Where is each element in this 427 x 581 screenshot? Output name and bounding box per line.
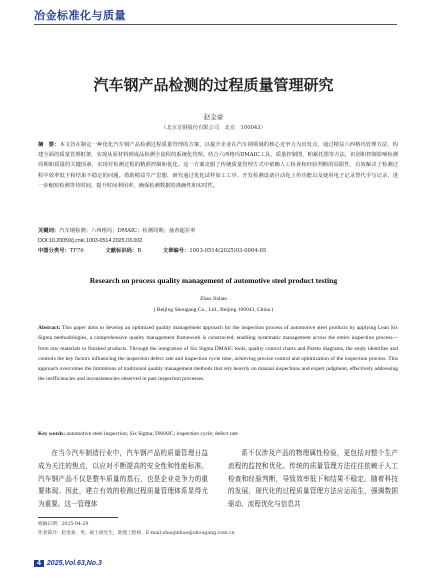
english-keywords-label: Key words: [38,431,66,437]
chinese-affiliation: （北京首钢股份有限公司 北京 100043） [161,125,266,131]
body-column-right: 系不仅涉及产品的物理属性检验，更包括对整个生产流程的监控和优化。传统的质量管理方法往往依赖于人工检查和经验判断，导致效率低下和结果不稳定。随着科技的发展，现代化的过程质量管理方法应运而生，强调数据驱动、流程优化与信息共 [228,449,398,509]
doc-code: 文献标识码：B [105,248,142,254]
abstract-label: 摘 要： [38,142,60,148]
english-keywords [38,429,398,439]
classification-row [38,246,398,256]
clc: 中图分类号：TF76 [38,248,84,254]
chinese-abstract [38,140,398,191]
page-footer [34,560,102,572]
issue-info: 2025,Vol.63,No.3 [46,560,102,567]
page-number: 4 [34,560,44,567]
footnote-author-info: 作者简介：赵金豪，男，硕士研究生，助理工程师。E-mail:zhaojinhao@shougang.com.cn [38,531,235,536]
english-abstract-label: Abstract: [38,325,61,331]
english-abstract-text: This paper aims to develop an optimized quality management approach for the inspection process of automotive steel products by applying Lean Six Sigma methodologies, a comprehensive quality management framework is constructed, enabling systematic management across the entire inspection process—from raw materials to finished products. Through the integration of Six Sigma DMAIC tools, quality control charts and Pareto diagrams, the study identifies and controls the key factors influencing the inspection defect rate and inspection cycle time, achieving precise control and optimization of the inspection process. This approach overcomes the limitations of traditional quality management methods that rely heavily on manual inspections and expert judgment, effectively addressing the inefficiencies and inconsistencies observed in past inspection processes. [38,325,398,383]
article-id: 文章编号：1003-0514(2025)03-0004-05 [162,248,267,254]
body-column-left: 在当今汽车制造行业中，汽车钢产品的质量管理日益成为关注的焦点，以应对不断提高的安全性和性能标准。汽车钢产品不仅是整车质量的基石，也是企业竞争力的重要体现。因此，建立有效的检测过程质量管理体系显得尤为重要。这一管理体 [38,449,208,509]
doi[interactable]: DOI:10.20059/j.cnki.1003-0514.2025.03.002 [38,238,143,244]
footnote-rule [38,517,118,518]
keywords-label: 关键词： [38,228,60,234]
header-rule [34,24,397,25]
journal-header [0,0,427,26]
keywords-text: 汽车钢检测；六西格玛；DMAIC；检测周期；抽查超差率 [59,228,196,234]
chinese-keywords [38,226,398,236]
english-keywords-text: automotive steel inspection; Six Sigma; DMAIC; inspection cycle; defect rate [66,431,238,437]
english-affiliation: ( Beijing Shougang Co., Ltd., Beijing 100043, China ) [153,307,274,313]
english-title: Research on process quality management of automotive steel product testing [89,276,338,285]
footnote-received: 收稿日期：2025-04-29 [38,522,89,527]
english-abstract [38,323,398,385]
journal-name: 冶金标准化与质量 [34,10,126,22]
chinese-title: 汽车钢产品检测的过程质量管理研究 [93,76,334,94]
english-author: Zhao Jinhao [199,296,228,302]
abstract-text: 本文旨在制定一种优化汽车钢产品检测过程质量管理的方案，以提升企业在汽车钢领域的核心竞争力为出发点，通过精益六西格玛管理方法，构建全面的质量管理框架，实现从原材料到成品检测全流程的系统化管理。结合六西格玛DMAIC工具，质量控制图，帕累托图等方法，识别和控制影响检测周期和质量的关键因素，实现对检测过程的精准控制和优化。这一方案克服了传统质量管理方式中依赖人工检查和经验判断的局限性，有效解决了检测过程中效率低下和结果不稳定的问题。借助精益生产思想，研究通过优化试样加工工序、开发检测设备自动化上传功能以及使用电子记录替代手写记录，进一步缩短检测等待时间，提升时间利用率，确保检测数据的准确性和实时性。 [38,142,398,189]
chinese-author: 赵金豪 [203,113,224,121]
